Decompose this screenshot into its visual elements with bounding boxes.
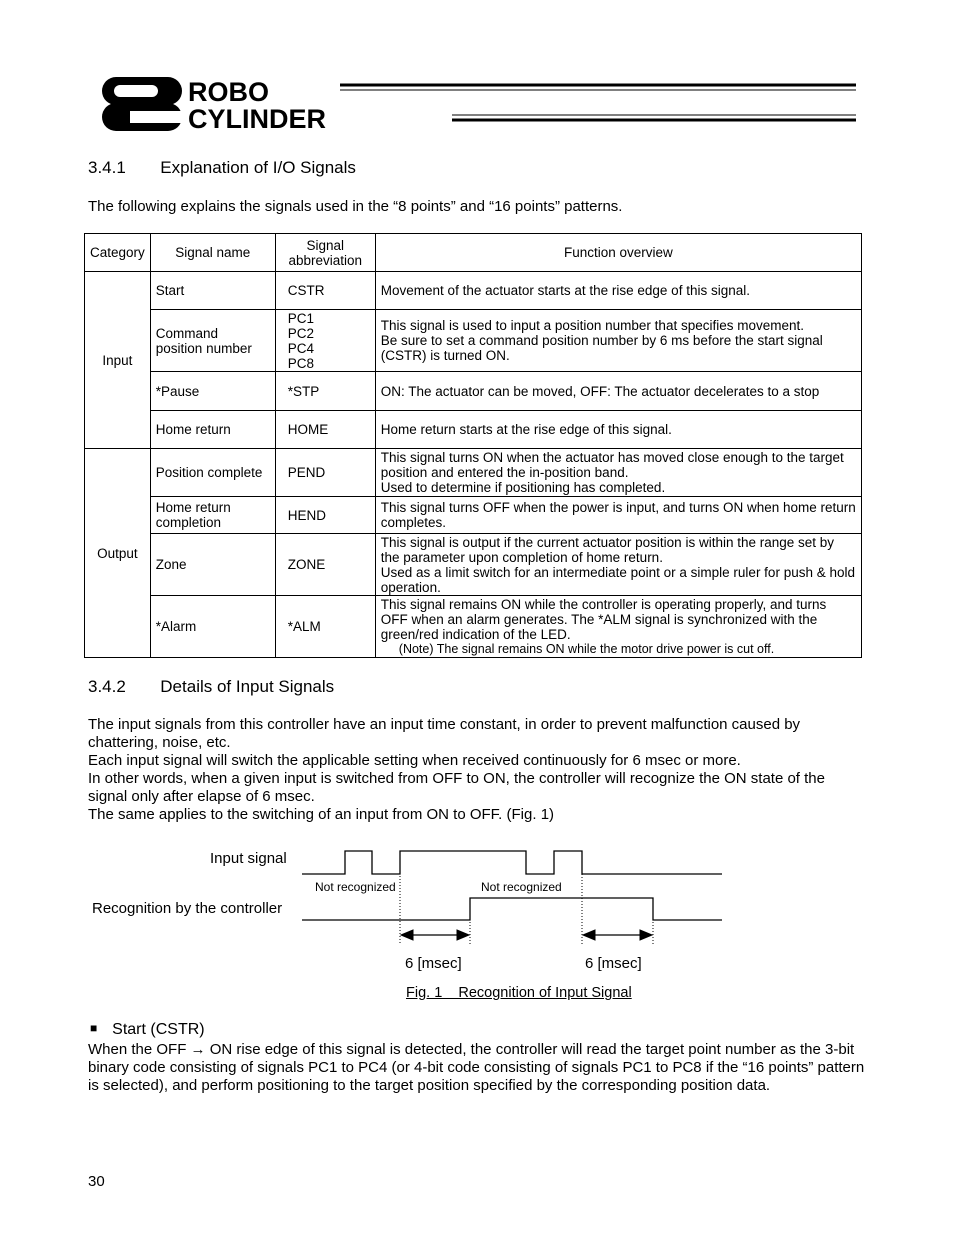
signal-abbr: *STP <box>275 372 375 411</box>
signal-function: This signal turns OFF when the power is input, and turns ON when home return completes. <box>375 497 861 534</box>
logo-line1: ROBO <box>188 77 269 107</box>
paragraph: The same applies to the switching of an input from ON to OFF. (Fig. 1) <box>88 806 555 823</box>
heading-number: 3.4.2 <box>88 677 126 696</box>
duration-arrow-1 <box>401 930 469 940</box>
category-output: Output <box>85 449 151 658</box>
signal-name: Command position number <box>150 310 275 372</box>
figure-recognition-label: Recognition by the controller <box>92 900 283 917</box>
signal-name: Position complete <box>150 449 275 497</box>
start-title: Start (CSTR) <box>112 1021 205 1038</box>
signal-function: This signal is used to input a position number that specifies movement. Be sure to set a command position number by 6 ms before the start signal (CSTR) is turned ON. <box>375 310 861 372</box>
category-input: Input <box>85 272 151 449</box>
heading-text: Details of Input Signals <box>160 677 335 696</box>
msec-label-2: 6 [msec] <box>585 955 642 972</box>
recognition-waveform <box>302 898 722 920</box>
square-bullet-icon: ■ <box>90 1021 98 1035</box>
signal-abbr: PC1 PC2 PC4 PC8 <box>275 310 375 372</box>
start-body: When the OFF → ON rise edge of this signal is detected, the controller will read the target point number as the 3-bit binary code consisting of signals PC1 to PC4 (or 4-bit code consisting of signals PC1 to PC8 if the “16 points” pattern is selected), and perform positioning to the target position specified by the corresponding position data. <box>88 1041 865 1094</box>
signal-function: This signal turns ON when the actuator has moved close enough to the target position and entered the in-position band. Used to determine if positioning has completed. <box>375 449 861 497</box>
header-abbr-line1: Signal <box>306 237 345 253</box>
heading-number: 3.4.1 <box>88 158 126 177</box>
start-heading <box>90 1021 205 1039</box>
not-recognized-label-1: Not recognized <box>315 880 396 894</box>
paragraph: The input signals from this controller have an input time constant, in order to prevent malfunction caused by chattering, noise, etc. <box>88 716 801 751</box>
signal-name: *Alarm <box>150 596 275 658</box>
signal-function: This signal is output if the current actuator position is within the range set by the parameter upon completion of home return. Used as a limit switch for an intermediate point or a simple ruler for push & hold operation. <box>375 534 861 596</box>
section-intro: The following explains the signals used in the “8 points” and “16 points” patterns. <box>88 198 623 215</box>
signal-abbr: HOME <box>275 411 375 449</box>
signal-name: *Pause <box>150 372 275 411</box>
signal-function: Movement of the actuator starts at the rise edge of this signal. <box>375 272 861 310</box>
signal-abbr: *ALM <box>275 596 375 658</box>
signal-abbr: HEND <box>275 497 375 534</box>
header-function: Function overview <box>375 234 861 272</box>
signal-abbr: ZONE <box>275 534 375 596</box>
signal-abbr: CSTR <box>275 272 375 310</box>
signal-name: Zone <box>150 534 275 596</box>
duration-arrow-2 <box>583 930 652 940</box>
header-category: Category <box>85 234 151 272</box>
paragraph: In other words, when a given input is switched from OFF to ON, the controller will recognize the ON state of the signal only after elapse of 6 msec. <box>88 770 825 805</box>
header-abbr-line2: abbreviation <box>288 252 363 268</box>
figure-caption: Fig. 1 Recognition of Input Signal <box>406 985 632 1001</box>
logo-line2: CYLINDER <box>188 104 327 134</box>
paragraph: Each input signal will switch the applicable setting when received continuously for 6 msec or more. <box>88 752 741 769</box>
signal-function: This signal remains ON while the controller is operating properly, and turns OFF when an alarm generates. The *ALM signal is synchronized with the green/red indication of the LED. (Note) The signal remains ON while the motor drive power is cut off. <box>375 596 861 658</box>
signal-function: Home return starts at the rise edge of this signal. <box>375 411 861 449</box>
heading-text: Explanation of I/O Signals <box>160 158 356 177</box>
signal-name: Start <box>150 272 275 310</box>
figure-input-label: Input signal <box>210 850 287 867</box>
signal-abbr: PEND <box>275 449 375 497</box>
signal-function: ON: The actuator can be moved, OFF: The actuator decelerates to a stop <box>375 372 861 411</box>
signal-name: Home return completion <box>150 497 275 534</box>
not-recognized-label-2: Not recognized <box>481 880 562 894</box>
header-signal-name: Signal name <box>150 234 275 272</box>
msec-label-1: 6 [msec] <box>405 955 462 972</box>
input-signal-waveform <box>302 851 722 874</box>
page-number: 30 <box>88 1173 105 1190</box>
signal-name: Home return <box>150 411 275 449</box>
alarm-note: (Note) The signal remains ON while the motor drive power is cut off. <box>398 641 775 656</box>
